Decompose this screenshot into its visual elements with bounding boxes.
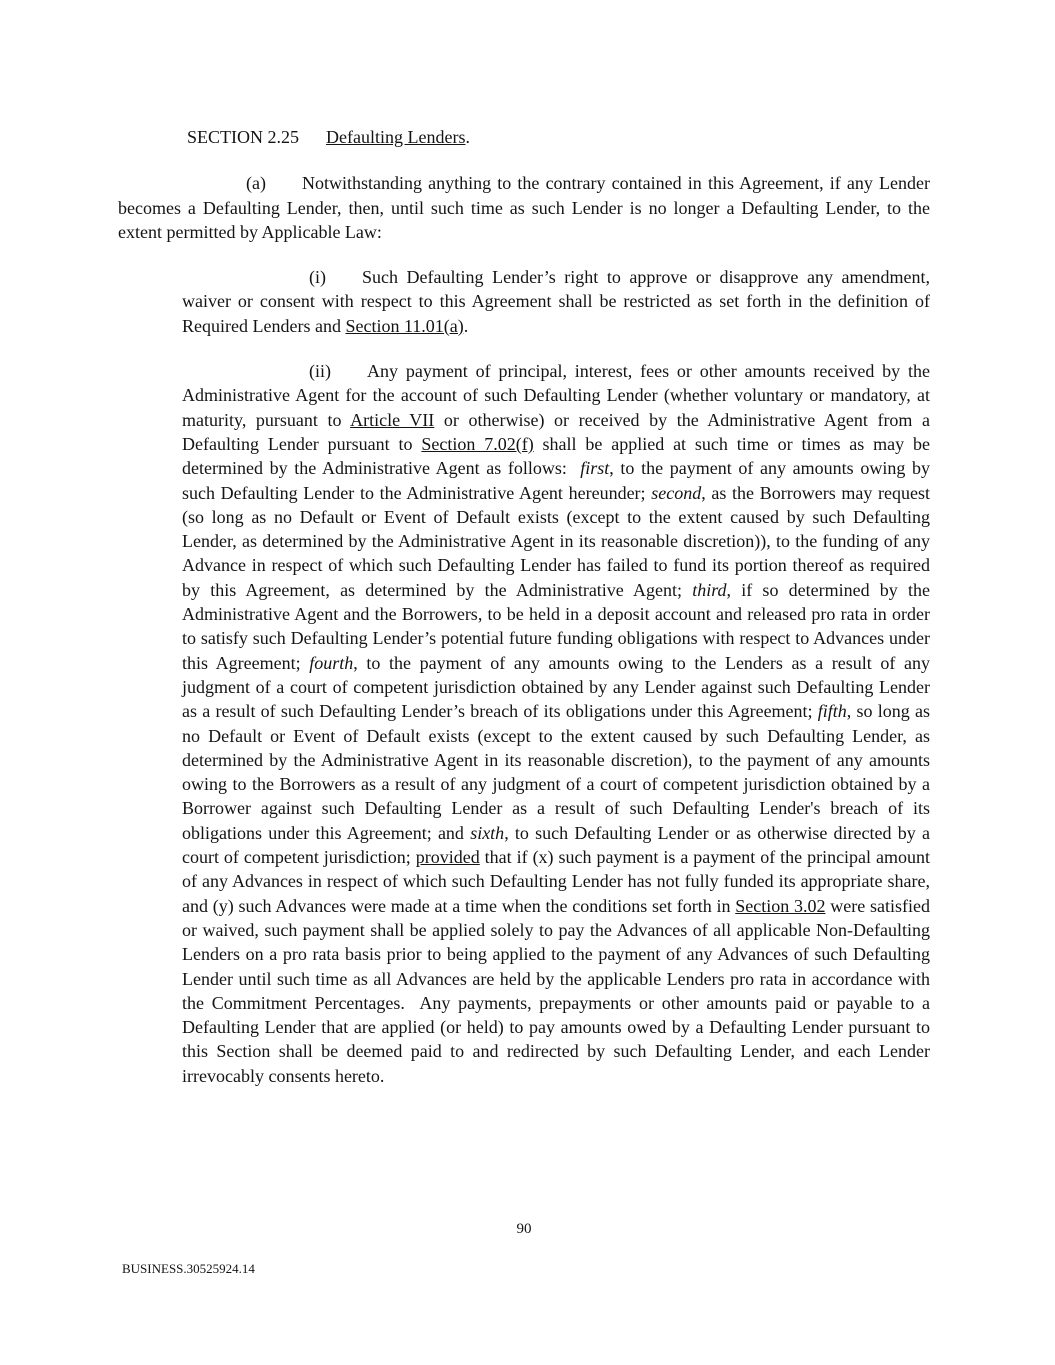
- section-title-period: .: [465, 127, 470, 147]
- document-id-footer: BUSINESS.30525924.14: [122, 1261, 255, 1276]
- page-number: 90: [516, 1221, 532, 1237]
- section-number: SECTION 2.25: [187, 127, 299, 147]
- paragraph-a-ii: (ii) Any payment of principal, interest, fees or other amounts received by the Administrative Agent for the account of such Defaulting Lender (whether voluntary or mandatory, at maturity, pursuant to Article VII or otherwise) or received by the Administrative Agent from a Defaulting Lender pursuant to Section 7.02(f) shall be applied at such time or times as may be determined by the Administrative Agent as follows: first, to the payment of any amounts owing by such Defaulting Lender to the Administrative Agent hereunder; second, as the Borrowers may request (so long as no Default or Event of Default exists (except to the extent caused by such Defaulting Lender, as determined by the Administrative Agent in its reasonable discretion)), to the funding of any Advance in respect of which such Defaulting Lender has failed to fund its portion thereof as required by this Agreement, as determined by the Administrative Agent; third, if so determined by the Administrative Agent and the Borrowers, to be held in a deposit account and released pro rata in order to satisfy such Defaulting Lender’s potential future funding obligations with respect to Advances under this Agreement; fourth, to the payment of any amounts owing to the Lenders as a result of any judgment of a court of competent jurisdiction obtained by any Lender against such Defaulting Lender as a result of such Defaulting Lender’s breach of its obligations under this Agreement; fifth, so long as no Default or Event of Default exists (except to the extent caused by such Defaulting Lender, as determined by the Administrative Agent in its reasonable discretion), to the payment of any amounts owing to the Borrowers as a result of any judgment of a court of competent jurisdiction obtained by a Borrower against such Defaulting Lender as a result of such Defaulting Lender's breach of its obligations under this Agreement; and sixth, to such Defaulting Lender or as otherwise directed by a court of competent jurisdiction; provided that if (x) such payment is a payment of the principal amount of any Advances in respect of which such Defaulting Lender has not fully funded its appropriate share, and (y) such Advances were made at a time when the conditions set forth in Section 3.02 were satisfied or waived, such payment shall be applied solely to pay the Advances of all applicable Non-Defaulting Lenders on a pro rata basis prior to being applied to the payment of any Advances of such Defaulting Lender until such time as all Advances are held by the applicable Lenders pro rata in accordance with the Commitment Percentages. Any payments, prepayments or other amounts paid or payable to a Defaulting Lender that are applied (or held) to pay amounts owed by a Defaulting Lender pursuant to this Section shall be deemed paid to and redirected by such Defaulting Lender, and each Lender irrevocably consents hereto.: [182, 361, 931, 1086]
- document-body: [118, 125, 930, 1088]
- paragraph-a-i: (i) Such Defaulting Lender’s right to approve or disapprove any amendment, waiver or consent with respect to this Agreement shall be restricted as set forth in the definition of Required Lenders and Section 11.01(a).: [182, 267, 930, 336]
- section-title: Defaulting Lenders: [326, 127, 466, 147]
- paragraph-a: (a) Notwithstanding anything to the contrary contained in this Agreement, if any Lender becomes a Defaulting Lender, then, until such time as such Lender is no longer a Defaulting Lender, to the extent permitted by Applicable Law:: [118, 173, 930, 242]
- section-heading: [187, 125, 930, 149]
